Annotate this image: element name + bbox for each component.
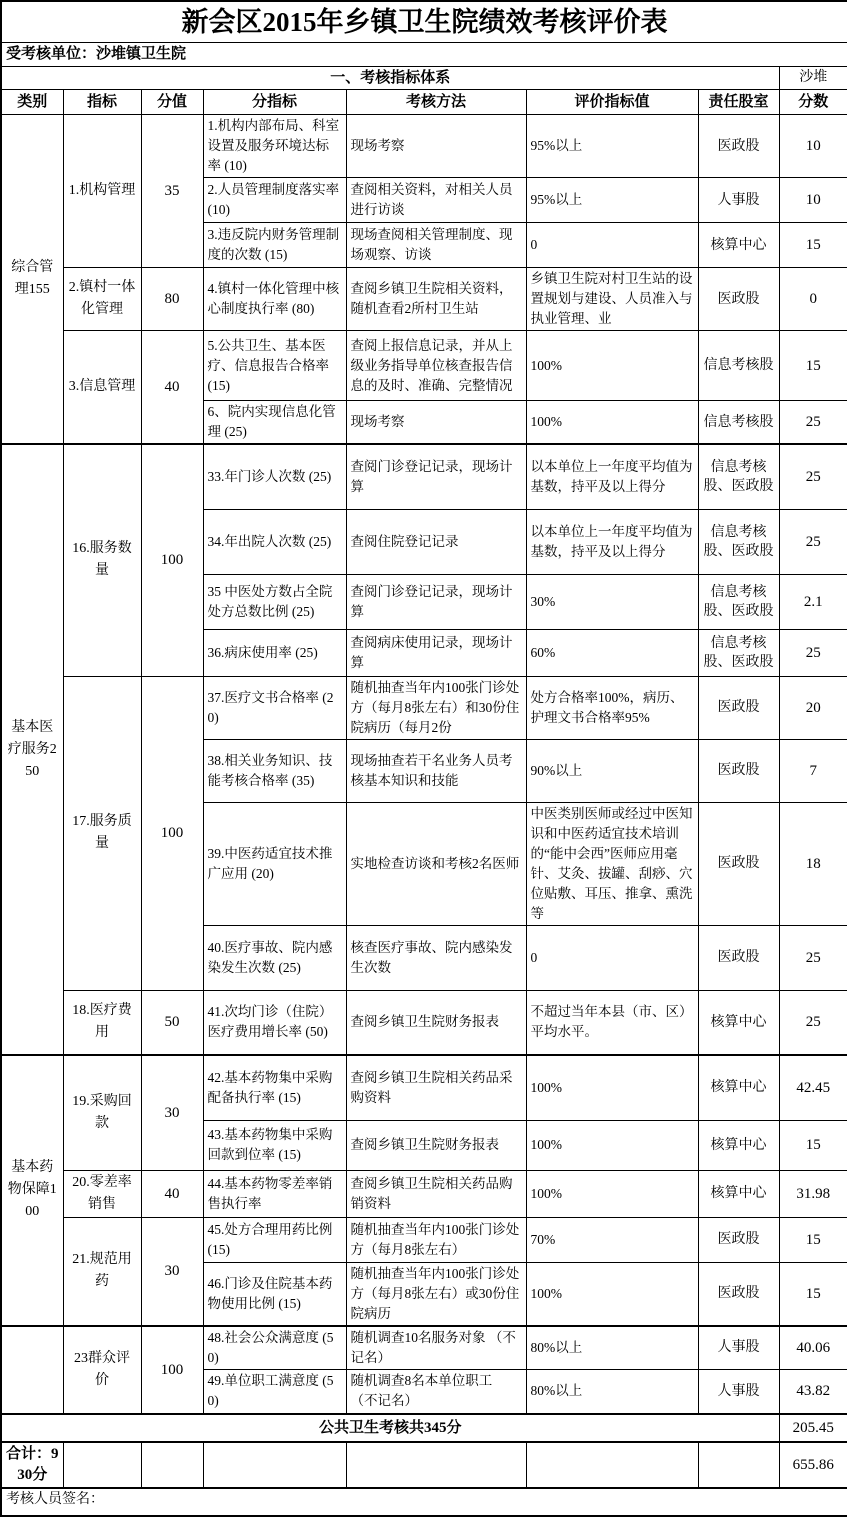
score-cell: 42.45 — [779, 1055, 847, 1120]
weight-cell: 30 — [141, 1217, 203, 1326]
score-cell: 25 — [779, 401, 847, 445]
method-cell: 查阅乡镇卫生院财务报表 — [346, 1120, 526, 1170]
sub-indicator-cell: 34.年出院人次数 (25) — [203, 509, 346, 574]
sub-indicator-cell: 1.机构内部布局、科室设置及服务环境达标率 (10) — [203, 115, 346, 178]
score-cell: 0 — [779, 268, 847, 331]
sub-indicator-cell: 46.门诊及住院基本药物使用比例 (15) — [203, 1262, 346, 1326]
method-cell: 随机抽查当年内100张门诊处方（每月8张左右） — [346, 1217, 526, 1262]
score-cell: 20 — [779, 676, 847, 739]
sub-indicator-cell: 44.基本药物零差率销售执行率 — [203, 1170, 346, 1217]
weight-cell: 100 — [141, 1326, 203, 1415]
sub-indicator-cell: 3.违反院内财务管理制度的次数 (15) — [203, 223, 346, 268]
method-cell: 查阅乡镇卫生院相关药品采购资料 — [346, 1055, 526, 1120]
method-cell: 查阅乡镇卫生院相关药品购销资料 — [346, 1170, 526, 1217]
dept-cell: 医政股 — [698, 925, 779, 990]
score-cell: 25 — [779, 444, 847, 509]
dept-cell: 医政股 — [698, 1217, 779, 1262]
sub-indicator-cell: 41.次均门诊（住院）医疗费用增长率 (50) — [203, 990, 346, 1055]
indicator-cell: 23群众评价 — [63, 1326, 141, 1415]
col-header-category: 类别 — [1, 90, 63, 115]
total-label: 合计：930分 — [1, 1442, 63, 1488]
sub-indicator-cell: 38.相关业务知识、技能考核合格率 (35) — [203, 739, 346, 802]
eval-value-cell: 不超过当年本县（市、区）平均水平。 — [526, 990, 698, 1055]
dept-cell: 核算中心 — [698, 1120, 779, 1170]
weight-cell: 100 — [141, 444, 203, 676]
dept-cell: 信息考核股、医政股 — [698, 444, 779, 509]
method-cell: 现场考察 — [346, 115, 526, 178]
dept-cell: 信息考核股、医政股 — [698, 509, 779, 574]
method-cell: 随机抽查当年内100张门诊处方（每月8张左右）和30份住院病历（每月2份 — [346, 676, 526, 739]
score-cell: 7 — [779, 739, 847, 802]
eval-value-cell: 以本单位上一年度平均值为基数，持平及以上得分 — [526, 509, 698, 574]
org-short-cell: 沙堆 — [779, 67, 847, 90]
score-cell: 15 — [779, 331, 847, 401]
page-title: 新会区2015年乡镇卫生院绩效考核评价表 — [1, 1, 847, 43]
eval-value-cell: 乡镇卫生院对村卫生站的设置规划与建设、人员准入与执业管理、业 — [526, 268, 698, 331]
dept-cell: 核算中心 — [698, 1170, 779, 1217]
dept-cell: 医政股 — [698, 802, 779, 925]
sub-indicator-cell: 42.基本药物集中采购配备执行率 (15) — [203, 1055, 346, 1120]
col-header-sub-indicator: 分指标 — [203, 90, 346, 115]
indicator-cell: 16.服务数量 — [63, 444, 141, 676]
category-cell: 综合管理155 — [1, 115, 63, 445]
method-cell: 随机调查10名服务对象 （不记名） — [346, 1326, 526, 1370]
score-cell: 10 — [779, 115, 847, 178]
eval-value-cell: 中医类别医师或经过中医知识和中医药适宜技术培训的“能中会西”医师应用毫针、艾灸、拔罐、刮痧、穴位贴敷、耳压、推拿、熏洗等 — [526, 802, 698, 925]
category-cell — [1, 1326, 63, 1415]
score-cell: 25 — [779, 925, 847, 990]
eval-value-cell: 90%以上 — [526, 739, 698, 802]
dept-cell: 医政股 — [698, 739, 779, 802]
dept-cell: 人事股 — [698, 1326, 779, 1370]
sub-indicator-cell: 2.人员管理制度落实率 (10) — [203, 178, 346, 223]
public-health-score: 205.45 — [779, 1414, 847, 1442]
eval-value-cell: 30% — [526, 574, 698, 629]
method-cell: 实地检查访谈和考核2名医师 — [346, 802, 526, 925]
dept-cell: 医政股 — [698, 268, 779, 331]
method-cell: 查阅乡镇卫生院相关资料，随机查看2所村卫生站 — [346, 268, 526, 331]
score-cell: 2.1 — [779, 574, 847, 629]
sub-indicator-cell: 37.医疗文书合格率 (20) — [203, 676, 346, 739]
sub-indicator-cell: 39.中医药适宜技术推广应用 (20) — [203, 802, 346, 925]
eval-value-cell: 100% — [526, 1120, 698, 1170]
col-header-score: 分数 — [779, 90, 847, 115]
weight-cell: 50 — [141, 990, 203, 1055]
score-cell: 15 — [779, 1262, 847, 1326]
sub-indicator-cell: 49.单位职工满意度 (50) — [203, 1369, 346, 1414]
dept-cell: 信息考核股、医政股 — [698, 629, 779, 676]
empty-cell — [203, 1442, 346, 1488]
method-cell: 查阅门诊登记记录，现场计算 — [346, 444, 526, 509]
dept-cell: 核算中心 — [698, 990, 779, 1055]
section-header: 一、考核指标体系 — [1, 67, 779, 90]
eval-value-cell: 100% — [526, 1055, 698, 1120]
empty-cell — [141, 1442, 203, 1488]
score-cell: 15 — [779, 1217, 847, 1262]
eval-value-cell: 100% — [526, 1262, 698, 1326]
score-cell: 40.06 — [779, 1326, 847, 1370]
method-cell: 随机调查8名本单位职工 （不记名） — [346, 1369, 526, 1414]
eval-value-cell: 70% — [526, 1217, 698, 1262]
method-cell: 查阅病床使用记录，现场计算 — [346, 629, 526, 676]
eval-value-cell: 100% — [526, 1170, 698, 1217]
col-header-dept: 责任股室 — [698, 90, 779, 115]
sub-indicator-cell: 43.基本药物集中采购回款到位率 (15) — [203, 1120, 346, 1170]
method-cell: 查阅住院登记记录 — [346, 509, 526, 574]
sub-indicator-cell: 35 中医处方数占全院处方总数比例 (25) — [203, 574, 346, 629]
sub-indicator-cell: 6、院内实现信息化管理 (25) — [203, 401, 346, 445]
col-header-eval-value: 评价指标值 — [526, 90, 698, 115]
col-header-weight: 分值 — [141, 90, 203, 115]
eval-value-cell: 100% — [526, 331, 698, 401]
category-cell: 基本药物保障100 — [1, 1055, 63, 1326]
dept-cell: 信息考核股 — [698, 401, 779, 445]
assessed-unit-line: 受考核单位：沙堆镇卫生院 — [1, 43, 847, 67]
sub-indicator-cell: 4.镇村一体化管理中核心制度执行率 (80) — [203, 268, 346, 331]
indicator-cell: 21.规范用药 — [63, 1217, 141, 1326]
weight-cell: 40 — [141, 1170, 203, 1217]
dept-cell: 人事股 — [698, 178, 779, 223]
weight-cell: 30 — [141, 1055, 203, 1170]
weight-cell: 35 — [141, 115, 203, 268]
score-cell: 18 — [779, 802, 847, 925]
sub-indicator-cell: 36.病床使用率 (25) — [203, 629, 346, 676]
indicator-cell: 3.信息管理 — [63, 331, 141, 445]
score-cell: 25 — [779, 629, 847, 676]
category-cell: 基本医疗服务250 — [1, 444, 63, 1055]
score-cell: 15 — [779, 223, 847, 268]
score-cell: 10 — [779, 178, 847, 223]
empty-cell — [346, 1442, 526, 1488]
indicator-cell: 1.机构管理 — [63, 115, 141, 268]
score-cell: 43.82 — [779, 1369, 847, 1414]
eval-value-cell: 80%以上 — [526, 1326, 698, 1370]
empty-cell — [698, 1442, 779, 1488]
weight-cell: 80 — [141, 268, 203, 331]
dept-cell: 信息考核股 — [698, 331, 779, 401]
eval-value-cell: 95%以上 — [526, 178, 698, 223]
indicator-cell: 19.采购回款 — [63, 1055, 141, 1170]
eval-value-cell: 80%以上 — [526, 1369, 698, 1414]
public-health-summary: 公共卫生考核共345分 — [1, 1414, 779, 1442]
indicator-cell: 2.镇村一体化管理 — [63, 268, 141, 331]
sub-indicator-cell: 33.年门诊人次数 (25) — [203, 444, 346, 509]
indicator-cell: 17.服务质量 — [63, 676, 141, 990]
assessor-signature-line: 考核人员签名： — [1, 1488, 847, 1516]
col-header-indicator: 指标 — [63, 90, 141, 115]
weight-cell: 100 — [141, 676, 203, 990]
method-cell: 现场查阅相关管理制度、现场观察、访谈 — [346, 223, 526, 268]
dept-cell: 信息考核股、医政股 — [698, 574, 779, 629]
dept-cell: 医政股 — [698, 115, 779, 178]
method-cell: 随机抽查当年内100张门诊处方（每月8张左右）或30份住院病历 — [346, 1262, 526, 1326]
eval-value-cell: 处方合格率100%，病历、护理文书合格率95% — [526, 676, 698, 739]
eval-value-cell: 以本单位上一年度平均值为基数，持平及以上得分 — [526, 444, 698, 509]
method-cell: 查阅门诊登记记录，现场计算 — [346, 574, 526, 629]
empty-cell — [526, 1442, 698, 1488]
dept-cell: 人事股 — [698, 1369, 779, 1414]
method-cell: 查阅乡镇卫生院财务报表 — [346, 990, 526, 1055]
score-cell: 15 — [779, 1120, 847, 1170]
eval-value-cell: 0 — [526, 223, 698, 268]
total-score: 655.86 — [779, 1442, 847, 1488]
indicator-cell: 18.医疗费用 — [63, 990, 141, 1055]
dept-cell: 医政股 — [698, 1262, 779, 1326]
eval-value-cell: 0 — [526, 925, 698, 990]
sub-indicator-cell: 48.社会公众满意度 (50) — [203, 1326, 346, 1370]
weight-cell: 40 — [141, 331, 203, 445]
method-cell: 查阅上报信息记录，并从上级业务指导单位核查报告信息的及时、准确、完整情况 — [346, 331, 526, 401]
sub-indicator-cell: 5.公共卫生、基本医疗、信息报告合格率 (15) — [203, 331, 346, 401]
method-cell: 现场考察 — [346, 401, 526, 445]
method-cell: 现场抽查若干名业务人员考核基本知识和技能 — [346, 739, 526, 802]
dept-cell: 医政股 — [698, 676, 779, 739]
sub-indicator-cell: 40.医疗事故、院内感染发生次数 (25) — [203, 925, 346, 990]
empty-cell — [63, 1442, 141, 1488]
col-header-method: 考核方法 — [346, 90, 526, 115]
eval-value-cell: 60% — [526, 629, 698, 676]
score-cell: 25 — [779, 990, 847, 1055]
indicator-cell: 20.零差率销售 — [63, 1170, 141, 1217]
score-cell: 25 — [779, 509, 847, 574]
method-cell: 核查医疗事故、院内感染发生次数 — [346, 925, 526, 990]
dept-cell: 核算中心 — [698, 223, 779, 268]
dept-cell: 核算中心 — [698, 1055, 779, 1120]
score-cell: 31.98 — [779, 1170, 847, 1217]
eval-value-cell: 100% — [526, 401, 698, 445]
sub-indicator-cell: 45.处方合理用药比例 (15) — [203, 1217, 346, 1262]
method-cell: 查阅相关资料，对相关人员进行访谈 — [346, 178, 526, 223]
eval-value-cell: 95%以上 — [526, 115, 698, 178]
